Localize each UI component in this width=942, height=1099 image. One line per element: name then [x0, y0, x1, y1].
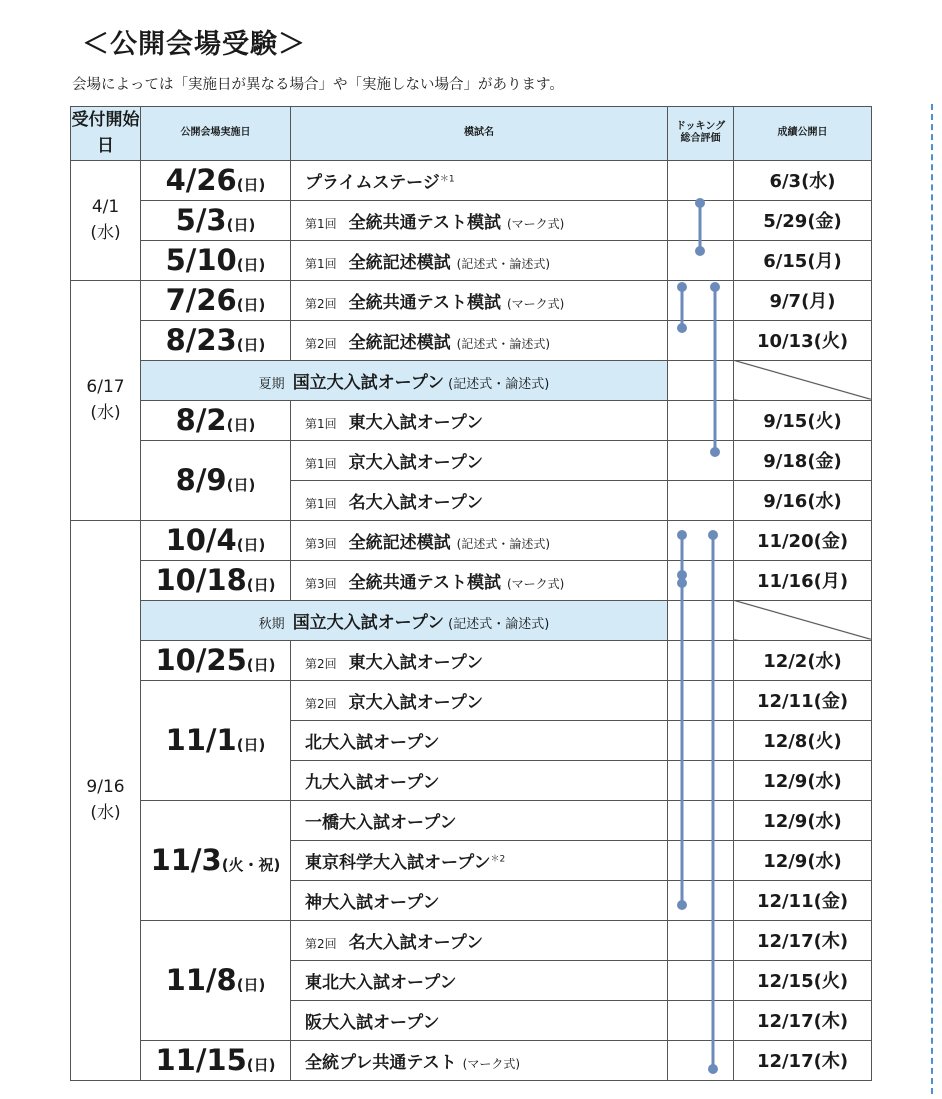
docking-cell — [668, 160, 734, 200]
exam-round: 第3回 — [305, 536, 337, 551]
table-row — [71, 280, 872, 320]
exam-name-cell — [291, 200, 668, 240]
exam-note: ＊2 — [490, 854, 506, 865]
docking-cell — [668, 720, 734, 760]
result-date: 9/15(火) — [734, 400, 872, 440]
table-row — [71, 680, 872, 720]
result-date: 9/16(水) — [734, 480, 872, 520]
docking-cell — [668, 840, 734, 880]
exam-name-cell — [291, 1000, 668, 1040]
exam-dow: (日) — [246, 656, 276, 675]
exam-round: 第2回 — [305, 336, 337, 351]
exam-name: 全統記述模試 — [348, 332, 451, 353]
exam-name: 全統共通テスト模試 — [348, 292, 501, 313]
exam-date-cell — [141, 320, 291, 360]
table-row — [71, 400, 872, 440]
result-date: 12/2(水) — [734, 640, 872, 680]
exam-name: 全統共通テスト模試 — [348, 572, 501, 593]
exam-dow: (日) — [246, 1056, 276, 1075]
exam-name: 九大入試オープン — [305, 772, 440, 793]
exam-dow: (火・祝) — [221, 856, 281, 875]
exam-dow: (日) — [236, 296, 266, 315]
season-row — [71, 600, 872, 640]
docking-cell — [668, 440, 734, 480]
exam-round: 第1回 — [305, 416, 337, 431]
start-dow: (水) — [90, 803, 121, 824]
exam-name-cell — [291, 400, 668, 440]
exam-name: 東北大入試オープン — [305, 972, 457, 993]
result-date: 12/15(火) — [734, 960, 872, 1000]
header-docking-line2: 総合評価 — [680, 133, 721, 145]
exam-name: 全統共通テスト模試 — [348, 212, 501, 233]
docking-cell — [668, 600, 734, 640]
exam-name-cell — [291, 720, 668, 760]
docking-cell — [668, 240, 734, 280]
exam-type: (記述式・論述式) — [456, 336, 551, 351]
start-dow: (水) — [90, 403, 121, 424]
table-row — [71, 920, 872, 960]
exam-dow: (日) — [226, 216, 256, 235]
season-name: 国立大入試オープン — [292, 612, 445, 633]
exam-date-cell — [141, 160, 291, 200]
page-title: ＜公開会場受験＞ — [82, 29, 306, 60]
exam-name: 京大入試オープン — [348, 692, 484, 713]
exam-type: (マーク式) — [506, 216, 565, 231]
start-date: 4/1 — [91, 196, 120, 217]
exam-name-cell — [291, 1040, 668, 1080]
season-type: (記述式・論述式) — [448, 376, 550, 392]
exam-name-cell — [291, 640, 668, 680]
exam-round: 第2回 — [305, 696, 337, 711]
exam-name: 阪大入試オープン — [305, 1012, 440, 1033]
table-row — [71, 440, 872, 480]
result-date: 11/16(月) — [734, 560, 872, 600]
exam-date: 11/3 — [150, 843, 222, 878]
docking-cell — [668, 520, 734, 560]
result-date: 12/17(木) — [734, 920, 872, 960]
exam-type: (マーク式) — [462, 1056, 521, 1071]
header-docking-line1: ドッキング — [675, 120, 726, 132]
exam-date: 4/26 — [165, 163, 237, 198]
docking-cell — [668, 360, 734, 400]
result-na-cell — [734, 600, 872, 640]
exam-round: 第2回 — [305, 656, 337, 671]
table-header-row — [71, 107, 872, 161]
exam-name-cell — [291, 560, 668, 600]
start-date-cell — [71, 160, 141, 280]
season-period: 夏期 — [258, 376, 285, 392]
exam-date-cell — [141, 520, 291, 560]
exam-name: 全統プレ共通テスト — [305, 1052, 457, 1073]
exam-date: 8/2 — [175, 403, 227, 438]
exam-name-cell — [291, 280, 668, 320]
exam-name: 神大入試オープン — [305, 892, 440, 913]
docking-cell — [668, 280, 734, 320]
exam-name: 一橋大入試オープン — [305, 812, 457, 833]
exam-type: (マーク式) — [506, 576, 565, 591]
result-date: 11/20(金) — [734, 520, 872, 560]
exam-round: 第1回 — [305, 496, 337, 511]
result-date: 12/11(金) — [734, 880, 872, 920]
start-dow: (水) — [90, 223, 121, 244]
dashed-border — [931, 104, 933, 1094]
exam-name-cell — [291, 520, 668, 560]
exam-date-cell — [141, 1040, 291, 1080]
exam-round: 第2回 — [305, 296, 337, 311]
result-date: 12/9(水) — [734, 760, 872, 800]
schedule-table — [70, 106, 872, 1081]
exam-name-cell — [291, 760, 668, 800]
exam-name: 東大入試オープン — [348, 652, 484, 673]
season-type: (記述式・論述式) — [448, 616, 550, 632]
docking-cell — [668, 960, 734, 1000]
exam-name-cell — [291, 240, 668, 280]
season-label — [141, 600, 668, 640]
table-row — [71, 1040, 872, 1080]
result-date: 12/8(火) — [734, 720, 872, 760]
docking-cell — [668, 200, 734, 240]
table-row — [71, 160, 872, 200]
exam-name: 名大入試オープン — [348, 492, 484, 513]
table-row — [71, 200, 872, 240]
exam-date: 7/26 — [165, 283, 237, 318]
header-result-date: 成績公開日 — [734, 107, 872, 161]
exam-date: 10/4 — [165, 523, 237, 558]
exam-round: 第1回 — [305, 256, 337, 271]
result-date: 12/17(木) — [734, 1000, 872, 1040]
exam-name-cell — [291, 440, 668, 480]
exam-type: (記述式・論述式) — [456, 256, 551, 271]
exam-date: 5/3 — [175, 203, 227, 238]
table-row — [71, 560, 872, 600]
exam-dow: (日) — [246, 576, 276, 595]
exam-date-cell — [141, 560, 291, 600]
exam-dow: (日) — [226, 416, 256, 435]
season-name: 国立大入試オープン — [292, 372, 445, 393]
season-row — [71, 360, 872, 400]
table-row — [71, 240, 872, 280]
exam-name: 名大入試オープン — [348, 932, 484, 953]
docking-cell — [668, 320, 734, 360]
page-subtitle: 会場によっては「実施日が異なる場合」や「実施しない場合」があります。 — [72, 77, 564, 93]
exam-date-cell — [141, 680, 291, 800]
docking-cell — [668, 920, 734, 960]
docking-cell — [668, 760, 734, 800]
docking-cell — [668, 680, 734, 720]
header-docking — [668, 107, 734, 161]
result-date: 12/9(水) — [734, 840, 872, 880]
result-date: 6/15(月) — [734, 240, 872, 280]
table-row — [71, 520, 872, 560]
exam-name: 東大入試オープン — [348, 412, 484, 433]
exam-type: (記述式・論述式) — [456, 536, 551, 551]
exam-date: 10/25 — [155, 643, 247, 678]
exam-date: 8/23 — [165, 323, 237, 358]
table-row — [71, 320, 872, 360]
exam-round: 第1回 — [305, 216, 337, 231]
result-date: 5/29(金) — [734, 200, 872, 240]
exam-name-cell — [291, 880, 668, 920]
season-period: 秋期 — [258, 616, 285, 632]
exam-dow: (日) — [236, 176, 266, 195]
result-date: 12/17(木) — [734, 1040, 872, 1080]
result-date: 10/13(火) — [734, 320, 872, 360]
exam-dow: (日) — [236, 976, 266, 995]
exam-name: 東京科学大入試オープン — [305, 852, 491, 873]
exam-type: (マーク式) — [506, 296, 565, 311]
start-date: 6/17 — [86, 376, 125, 397]
docking-cell — [668, 800, 734, 840]
season-label — [141, 360, 668, 400]
header-start-date: 受付開始日 — [71, 107, 141, 161]
exam-name-cell — [291, 960, 668, 1000]
exam-name-cell — [291, 680, 668, 720]
table-row — [71, 640, 872, 680]
result-date: 12/11(金) — [734, 680, 872, 720]
docking-cell — [668, 480, 734, 520]
exam-name-cell — [291, 920, 668, 960]
result-date: 9/18(金) — [734, 440, 872, 480]
docking-cell — [668, 1000, 734, 1040]
exam-date-cell — [141, 800, 291, 920]
exam-date: 11/1 — [165, 723, 237, 758]
exam-dow: (日) — [236, 256, 266, 275]
exam-name-cell — [291, 840, 668, 880]
start-date: 9/16 — [86, 776, 125, 797]
result-date: 9/7(月) — [734, 280, 872, 320]
exam-name-cell — [291, 800, 668, 840]
result-date: 6/3(水) — [734, 160, 872, 200]
docking-cell — [668, 400, 734, 440]
exam-date: 10/18 — [155, 563, 247, 598]
exam-round: 第1回 — [305, 456, 337, 471]
exam-name: プライムステージ — [305, 172, 440, 193]
docking-cell — [668, 1040, 734, 1080]
exam-date: 5/10 — [165, 243, 237, 278]
exam-date-cell — [141, 200, 291, 240]
exam-name: 全統記述模試 — [348, 532, 451, 553]
exam-date-cell — [141, 240, 291, 280]
result-date: 12/9(水) — [734, 800, 872, 840]
docking-cell — [668, 560, 734, 600]
header-exam-date: 公開会場実施日 — [141, 107, 291, 161]
exam-round: 第2回 — [305, 936, 337, 951]
start-date-cell — [71, 520, 141, 1080]
exam-date: 11/15 — [155, 1043, 247, 1078]
exam-round: 第3回 — [305, 576, 337, 591]
exam-date-cell — [141, 640, 291, 680]
exam-date-cell — [141, 400, 291, 440]
exam-date-cell — [141, 280, 291, 320]
exam-name-cell — [291, 160, 668, 200]
exam-dow: (日) — [236, 536, 266, 555]
exam-name-cell — [291, 480, 668, 520]
exam-name: 京大入試オープン — [348, 452, 484, 473]
exam-date-cell — [141, 440, 291, 520]
exam-dow: (日) — [226, 476, 256, 495]
exam-name-cell — [291, 320, 668, 360]
exam-dow: (日) — [236, 336, 266, 355]
docking-cell — [668, 640, 734, 680]
exam-date-cell — [141, 920, 291, 1040]
exam-date: 8/9 — [175, 463, 227, 498]
table-row — [71, 800, 872, 840]
exam-note: ＊1 — [439, 174, 455, 185]
start-date-cell — [71, 280, 141, 520]
header-exam-name: 模試名 — [291, 107, 668, 161]
result-na-cell — [734, 360, 872, 400]
exam-dow: (日) — [236, 736, 266, 755]
docking-cell — [668, 880, 734, 920]
exam-date: 11/8 — [165, 963, 237, 998]
exam-name: 全統記述模試 — [348, 252, 451, 273]
exam-name: 北大入試オープン — [305, 732, 440, 753]
